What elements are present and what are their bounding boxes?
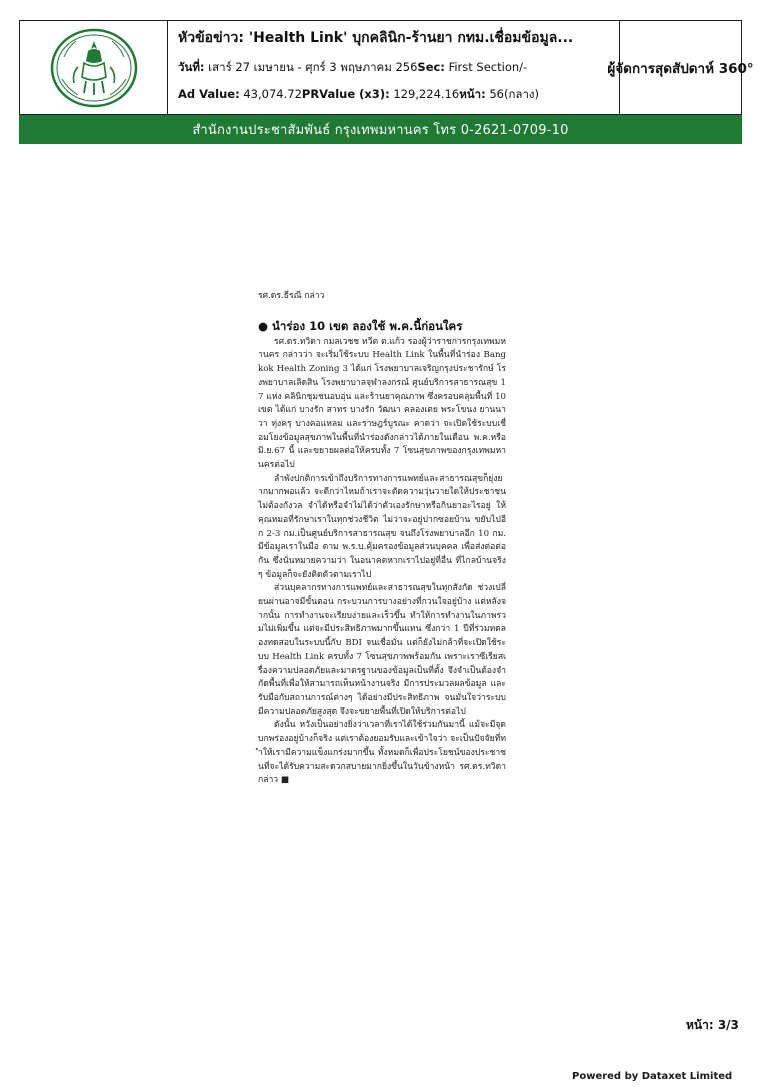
powered-by: Powered by Dataxet Limited [572,1071,733,1082]
ad-value: 43,074.72 [243,87,302,101]
contact-banner-text: สำนักงานประชาสัมพันธ์ กรุงเทพมหานคร โทร 0-2621-0709-10 [192,123,569,138]
publication-cell [607,21,754,114]
article-byline: รศ.ดร.ธีรณี กล่าว [258,291,325,301]
pr-value: 129,224.16 [393,87,460,101]
date-section-row [178,58,619,76]
contact-banner [19,115,742,144]
article-subhead-text: นำร่อง 10 เขต ลองใช้ พ.ค.นี้ก่อนใคร [272,318,463,333]
date-value: เสาร์ 27 เมษายน - ศุกร์ 3 พฤษภาคม 256 [208,60,418,74]
section-value: First Section/- [448,60,528,74]
date-label: วันที่: [178,60,205,74]
page-label: หน้า: [459,87,486,101]
publication-name: ผู้จัดการสุดสัปดาห์ 360° [607,60,754,77]
article-paragraph: รศ.ดร.ทวิดา กมลเวชช ทวีต ต.แก้ว รองผู้ว่าราชการกรุงเทพมหานคร กล่าวว่า จะเริ่มใช้ระบบ Health Link ในพื้นที่นำร่อง Bangkok Health Zoning 3 ได้แก่ โรงพยาบาลเจริญกรุงประชารักษ์ โรงพยาบาลเลิดสิน โรงพยาบาลจุฬาลงกรณ์ ศูนย์บริการสาธารณสุข 17 แห่ง คลินิกชุมชนอบอุ่น และร้านยาคุณภาพ ซึ่งครอบคลุมพื้นที่ 10 เขต ได้แก่ บางรัก สาทร บางรัก วัฒนา คลองเตย พระโขนง ยานนาวา ทุ่งครุ บางคอแหลม และราษฎร์บูรณะ คาดว่า จะเปิดใช้ระบบเชื่อมโยงข้อมูลสุขภาพในพื้นที่นำร่องดังกล่าวได้ภายในเดือน พ.ค.หรือ มิ.ย.67 นี้ และขยายผลต่อให้ครบทั้ง 7 โซนสุขภาพของกรุงเทพมหานครต่อไป [258,336,506,471]
clipping-header [19,20,754,115]
article-subhead: ● นำร่อง 10 เขต ลองใช้ พ.ค.นี้ก่อนใคร [258,318,463,333]
ad-value-label: Ad Value: [178,87,240,101]
article-paragraph: ส่วนบุคลากรทางการแพทย์และสาธารณสุขในทุกสังกัด ช่วงเปลี่ยนผ่านอาจมีขั้นตอน กระบวนการบางอย่างที่กวนใจอยู่บ้าง แต่หลังจากนั้น การทำงานจะเรียบง่ายและเร็วขึ้น ทำให้การทำงานในภาพรวมไม่เพิ่มขึ้น แต่จะมีประสิทธิภาพมากขึ้นแทน ซึ่งกว่า 1 ปีที่ร่วมทดลองทดสอบในระบบนี้กับ BDI จนเชื่อมั่น แต่ก็ยังไม่กล้าที่จะเปิดใช้ระบบ Health Link ครบทั้ง 7 โซนสุขภาพพร้อมกัน เพราะเราซีเรียสเรื่องความปลอดภัยและมาตรฐานของข้อมูลเป็นที่ตั้ง จึงจำเป็นต้องจำกัดพื้นที่เพื่อให้สามารถเห็นหน้างานจริง มีการประมวลผลข้อมูล และรับมือกับสถานการณ์ต่างๆ ได้อย่างมีประสิทธิภาพ จนมั่นใจว่าระบบมีความปลอดภัยสูงสุด จึงจะขยายพื้นที่เปิดให้บริการต่อไป [258,583,506,717]
section-label: Sec: [417,60,445,74]
page-number: หน้า: 3/3 [686,1018,739,1032]
headline [178,27,619,49]
bma-seal-icon [48,27,140,109]
pr-value-label: PRValue (x3): [301,87,390,101]
headline-value: 'Health Link' บุกคลินิก-ร้านยา กทม.เชื่อมข้อมูล... [248,30,574,46]
info-cell [168,21,620,114]
logo-cell [20,21,168,114]
page-value: 56(กลาง) [489,87,540,101]
article-paragraph: ลำพังปกติการเข้าถึงบริการทางการแพทย์และสาธารณสุขก็ยุ่งยากมากพอแล้ว จะดีกว่าไหมถ้าเราจะตัดความวุ่นวายใดให้ประชาชนไม่ต้องกังวล จำได้หรือจำไม่ได้ว่าตัวเองรักษาหรือกินยาอะไรอยู่ ให้คุณหมอที่รักษาเราในทุกช่วงชีวิต ไม่ว่าจะอยู่ปากซอยบ้าน ขยับไปอีก 2-3 กม.เป็นศูนย์บริการสาธารณสุข จนถึงโรงพยาบาลอีก 10 กม. มีข้อมูลเราในมือ ตาม พ.ร.บ.คุ้มครองข้อมูลส่วนบุคคล เพื่อส่งต่อต่อกัน ซึ่งนั่นหมายความว่า ในอนาคตหากเราไปอยู่ที่อื่น ที่ไกลบ้านจริงๆ ข้อมูลก็จะยังติดตัวตามเราไป [258,473,506,580]
value-row [178,85,619,103]
article-paragraph: ดังนั้น หวังเป็นอย่างยิ่งว่าเวลาที่เราได้ใช้ร่วมกันมานี้ แม้จะมีจุดบกพร่องอยู่บ้างก็จริง แต่เราต้องยอมรับและเข้าใจว่า จะเป็นปัจจัยที่ทำให้เรามีความแข็งแกร่งมากขึ้น ทั้งหมดก็เพื่อประโยชน์ของประชาชนที่จะได้รับความสะดวกสบายมากยิ่งขึ้นในวันข้างหน้า รศ.ดร.ทวิดา กล่าว ■ [258,720,506,786]
headline-label: หัวข้อข่าว: [178,30,244,46]
news-clipping [258,290,506,788]
